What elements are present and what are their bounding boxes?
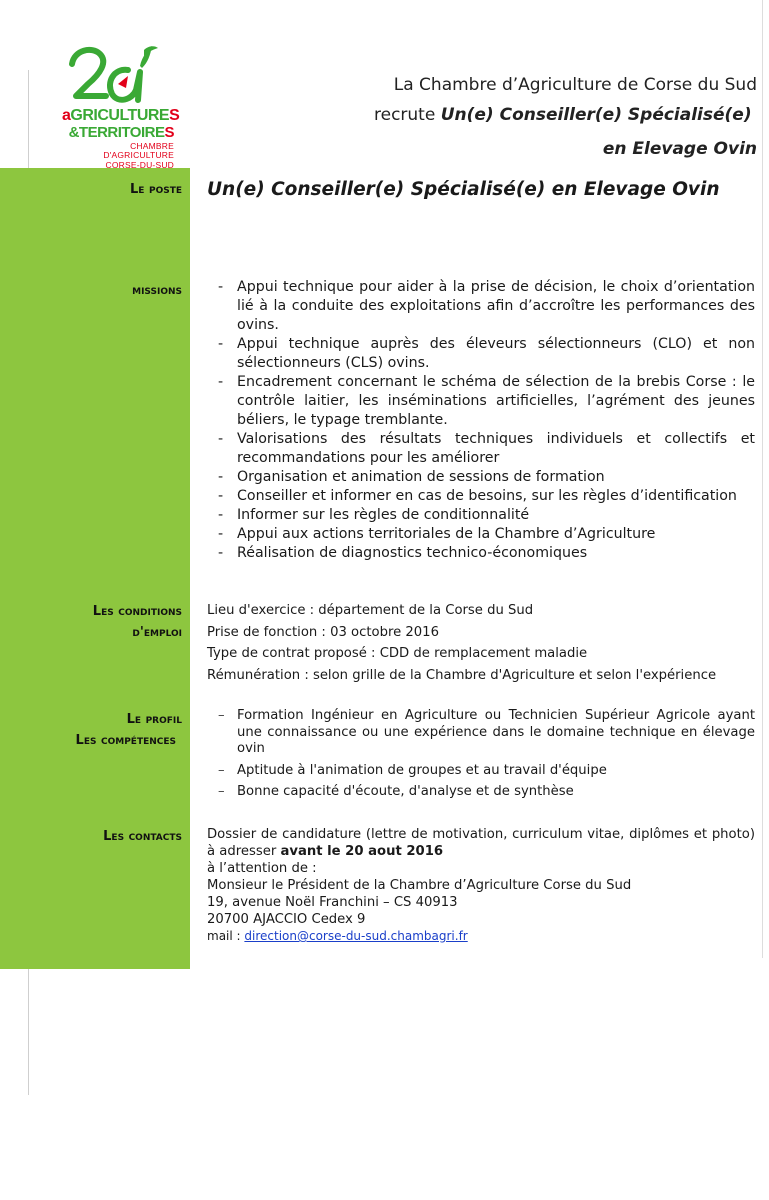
header-job-title: Un(e) Conseiller(e) Spécialisé(e)	[440, 105, 752, 125]
label-missions	[132, 281, 182, 302]
contacts-block	[207, 826, 755, 945]
list-item: - Appui technique auprès des éleveurs sélectionneurs (CLO) et non sélectionneurs (CLS) ovins.	[216, 335, 755, 373]
contacts-deadline: avant le 20 aout 2016	[280, 844, 444, 859]
missions-list	[216, 278, 755, 563]
logo-text-territoire: &TERRITOIRE	[68, 124, 165, 141]
header-job-subtitle: en Elevage Ovin	[602, 139, 757, 159]
list-item: - Appui technique pour aider à la prise de décision, le choix d’orientation lié à la conduite des exploitations afin d’accroître les performances des ovins.	[216, 278, 755, 335]
list-item: - Encadrement concernant le schéma de sélection de la brebis Corse : le contrôle laitier, les inséminations artificielles, l’agrément des jeunes béliers, le typage tremblante.	[216, 373, 755, 430]
contacts-mail	[207, 928, 755, 945]
logo-text-s2: S	[164, 124, 174, 141]
conditions-block	[207, 600, 716, 686]
logo-text	[62, 107, 180, 170]
right-margin-line	[762, 0, 763, 958]
list-item: – Formation Ingénieur en Agriculture ou Technicien Supérieur Agricole ayant une connaissance ou une expérience dans le domaine technique en élevage ovin	[216, 708, 755, 758]
label-missions-text: missions	[132, 283, 182, 298]
header-organization: La Chambre d’Agriculture de Corse du Sud	[393, 75, 757, 95]
list-item: - Réalisation de diagnostics technico-économiques	[216, 544, 755, 563]
label-poste	[130, 180, 182, 201]
logo-text-chambre: CHAMBRE D'AGRICULTURE	[103, 141, 174, 160]
label-conditions-line2: d'emploi	[132, 624, 182, 640]
contacts-mail-label: mail :	[207, 929, 245, 943]
contacts-recipient: Monsieur le Président de la Chambre d’Agriculture Corse du Sud	[207, 878, 632, 893]
list-item: - Informer sur les règles de conditionnalité	[216, 506, 755, 525]
label-contacts-text: Les contacts	[103, 829, 182, 844]
profil-list	[216, 708, 755, 806]
job-title: Un(e) Conseiller(e) Spécialisé(e) en Elevage Ovin	[207, 179, 720, 200]
label-conditions-line1: Les conditions	[92, 604, 182, 619]
contacts-dossier	[207, 826, 755, 860]
condition-line: Prise de fonction : 03 octobre 2016	[207, 624, 439, 640]
label-contacts	[103, 827, 182, 848]
label-profil	[76, 710, 186, 752]
header-recrute	[374, 105, 757, 125]
contacts-address1: 19, avenue Noël Franchini – CS 40913	[207, 895, 458, 910]
list-item: - Organisation et animation de sessions de formation	[216, 468, 755, 487]
header-recrute-prefix: recrute	[374, 105, 441, 125]
label-poste-text: Le poste	[130, 182, 182, 197]
condition-line: Lieu d'exercice : département de la Corse du Sud	[207, 603, 534, 618]
list-item: – Aptitude à l'animation de groupes et au travail d'équipe	[216, 763, 755, 780]
logo-text-a: a	[62, 107, 71, 124]
logo-text-s: S	[169, 107, 180, 124]
contacts-dossier-text: Dossier de candidature (lettre de motivation, curriculum vitae, diplômes et photo) à adresser	[207, 827, 755, 859]
label-profil-line2: Les compétences	[75, 732, 176, 748]
list-item: - Valorisations des résultats techniques individuels et collectifs et recommandations pour les améliorer	[216, 430, 755, 468]
contacts-attention: à l’attention de :	[207, 861, 317, 876]
label-profil-line1: Le profil	[126, 712, 182, 727]
contacts-address2: 20700 AJACCIO Cedex 9	[207, 912, 366, 927]
list-item: - Conseiller et informer en cas de besoins, sur les règles d’identification	[216, 487, 755, 506]
email-link[interactable]: direction@corse-du-sud.chambagri.fr	[244, 929, 468, 943]
condition-line: Type de contrat proposé : CDD de remplacement maladie	[207, 646, 588, 661]
label-conditions	[93, 602, 182, 644]
condition-line: Rémunération : selon grille de la Chambre d'Agriculture et selon l'expérience	[207, 667, 717, 683]
list-item: - Appui aux actions territoriales de la Chambre d’Agriculture	[216, 525, 755, 544]
logo-text-corse: CORSE-DU-SUD	[105, 160, 174, 170]
logo-2a-mark	[62, 42, 174, 112]
list-item: – Bonne capacité d'écoute, d'analyse et de synthèse	[216, 784, 755, 801]
logo-text-agriculture: GRICULTURE	[70, 107, 170, 124]
